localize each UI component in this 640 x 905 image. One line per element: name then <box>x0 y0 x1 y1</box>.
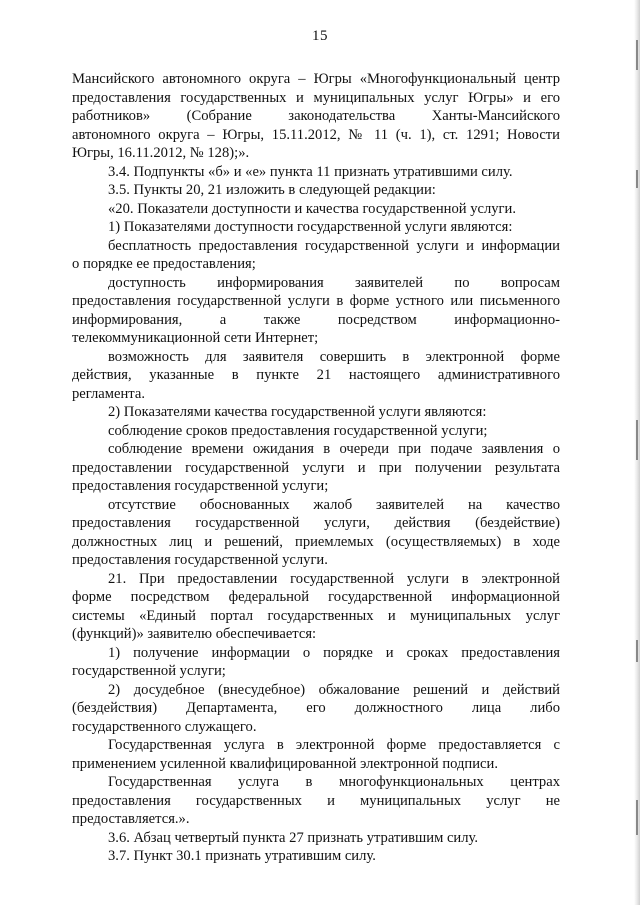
text-line: действия, указанные в пункте 21 настоящего административного <box>72 367 560 383</box>
text-line: 1) получение информации о порядке и сроках предоставления <box>108 644 560 661</box>
text-line: предоставления государственной услуги. <box>72 552 328 568</box>
text-line: предоставления государственной услуги, действия (бездействие) <box>72 515 560 531</box>
text-line: государственного служащего. <box>72 718 257 735</box>
text-line: соблюдение времени ожидания в очереди при подаче заявления о <box>108 441 560 457</box>
text-line: о порядке ее предоставления; <box>72 256 256 272</box>
text-line: 2) Показателями качества государственной услуги являются: <box>108 404 487 420</box>
text-line: 1) Показателями доступности государственной услуги являются: <box>108 219 513 235</box>
text-line: 3.6. Абзац четвертый пункта 27 признать утратившим силу. <box>108 829 479 846</box>
text-line: форме посредством федеральной государственной информационной <box>72 589 560 605</box>
text-line: регламента. <box>72 385 145 402</box>
text-line: бесплатность предоставления государственной услуги и информации <box>108 237 560 254</box>
text-line: государственной услуги; <box>72 663 226 679</box>
text-line: системы «Единый портал государственных и муниципальных услуг <box>72 607 560 624</box>
text-line: применением усиленной квалифицированной электронной подписи. <box>72 755 498 772</box>
scan-speck <box>636 40 638 70</box>
text-line: предоставления государственной услуги; <box>72 478 329 494</box>
text-line: «20. Показатели доступности и качества государственной услуги. <box>108 200 517 217</box>
text-line: 2) досудебное (внесудебное) обжалование решений и действий <box>108 681 560 698</box>
text-line: должностных лиц и решений, приемлемых (осуществляемых) в ходе <box>72 533 560 550</box>
text-line: возможность для заявителя совершить в электронной форме <box>108 348 560 365</box>
text-line: соблюдение сроков предоставления государственной услуги; <box>108 422 488 439</box>
text-line: предоставлении государственной услуги и при получении результата <box>72 459 560 476</box>
scan-speck <box>636 170 638 188</box>
text-line: работников» (Собрание законодательства Ханты-Мансийского <box>72 108 560 124</box>
text-line: телекоммуникационной сети Интернет; <box>72 330 319 346</box>
document-body <box>72 70 560 866</box>
text-line: 3.4. Подпункты «б» и «е» пункта 11 признать утратившими силу. <box>108 163 513 180</box>
text-line: предоставления государственных и муниципальных услуг не <box>72 792 560 809</box>
page-number: 15 <box>312 28 328 44</box>
text-line: 3.7. Пункт 30.1 признать утратившим силу. <box>108 848 376 864</box>
text-line: отсутствие обоснованных жалоб заявителей на качество <box>108 496 560 513</box>
text-line: предоставления государственных и муниципальных услуг Югры» и его <box>72 89 560 106</box>
text-line: 21. При предоставлении государственной услуги в электронной <box>108 570 560 587</box>
scan-speck <box>636 640 638 662</box>
text-line: автономного округа – Югры, 15.11.2012, № 11 (ч. 1), ст. 1291; Новости <box>72 126 560 143</box>
text-line: Мансийского автономного округа – Югры «Многофункциональный центр <box>72 71 560 87</box>
text-line: (бездействия) Департамента, его должностного лица либо <box>72 700 560 716</box>
text-line: доступность информирования заявителей по вопросам <box>108 274 560 291</box>
text-line: Государственная услуга в электронной форме предоставляется с <box>108 737 560 753</box>
text-line: предоставляется.». <box>72 811 190 827</box>
text-line: (функций)» заявителю обеспечивается: <box>72 626 317 642</box>
scan-speck <box>636 420 638 460</box>
text-line: предоставления государственной услуги в форме устного или письменного <box>72 293 560 309</box>
text-line: Югры, 16.11.2012, № 128);». <box>72 145 250 161</box>
scan-speck <box>636 800 638 835</box>
text-line: Государственная услуга в многофункциональных центрах <box>108 774 560 790</box>
text-line: 3.5. Пункты 20, 21 изложить в следующей редакции: <box>108 182 436 198</box>
text-line: информирования, а также посредством информационно- <box>72 311 560 328</box>
